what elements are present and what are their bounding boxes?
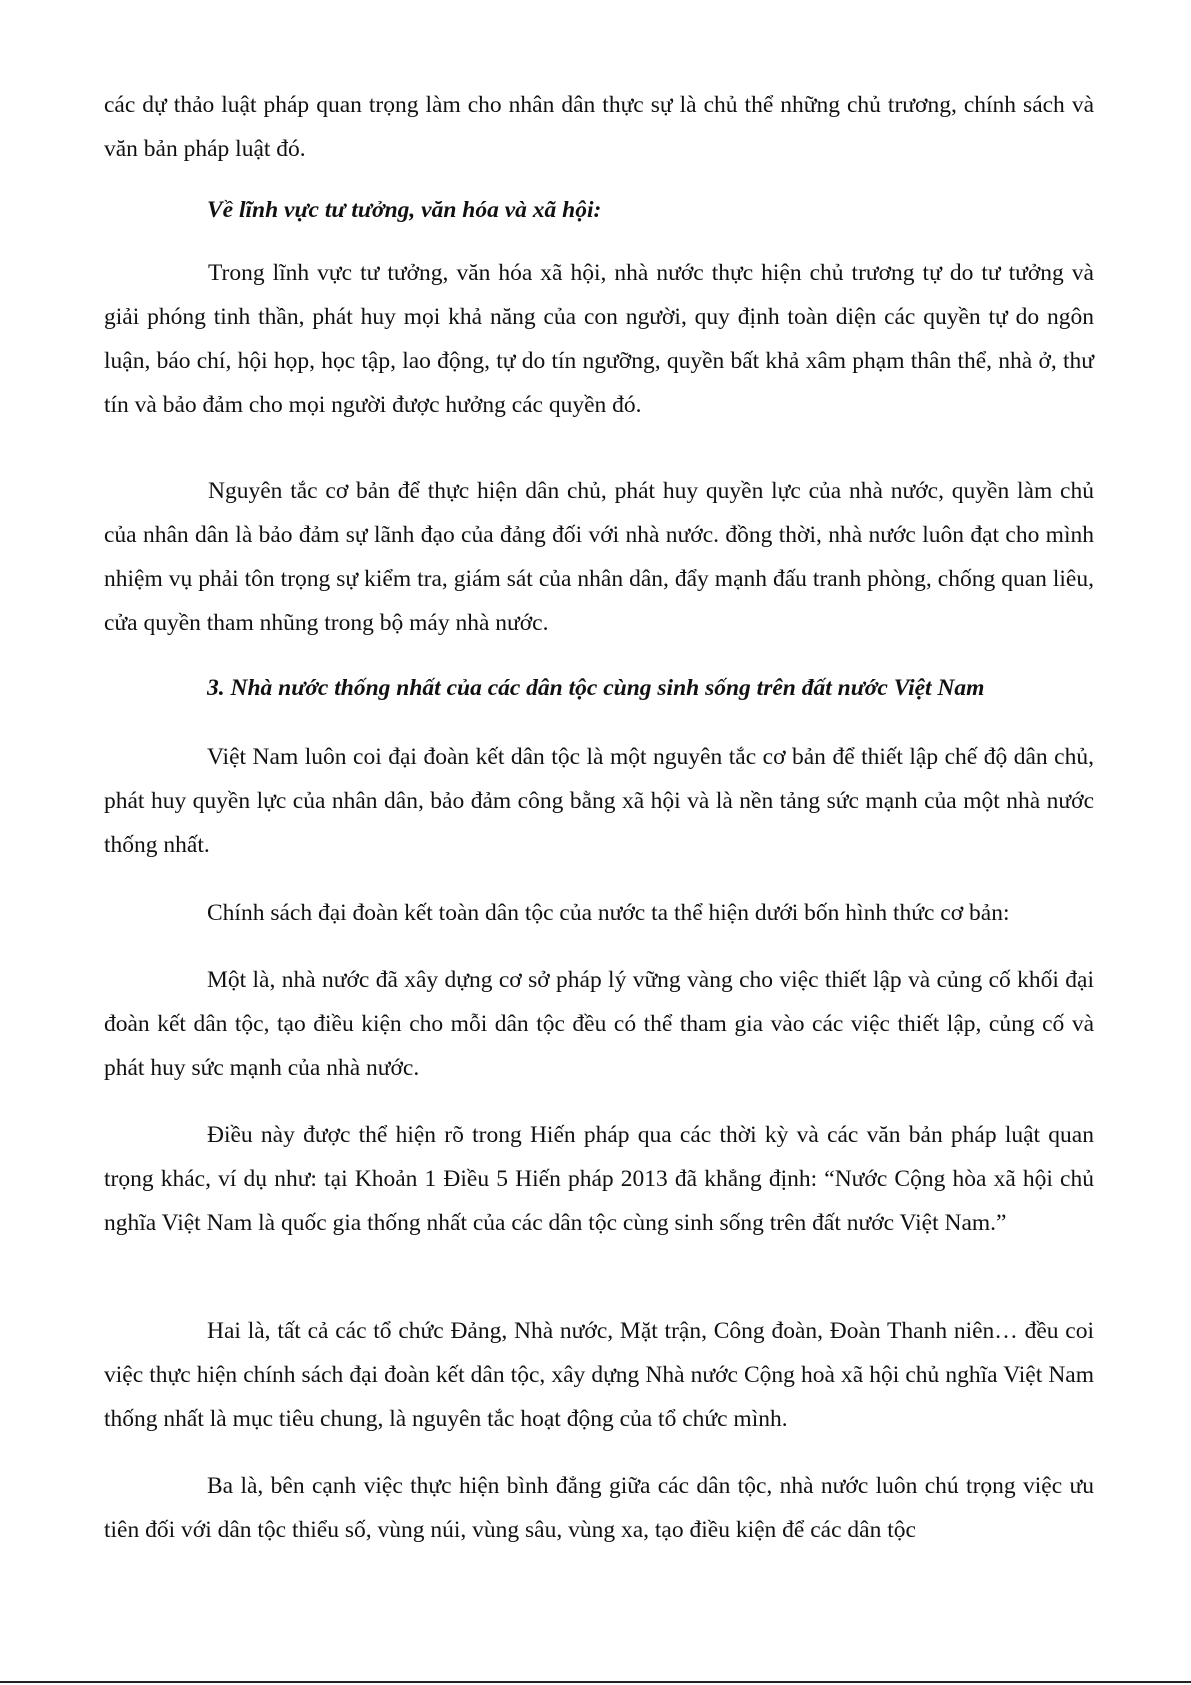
paragraph-form-three: Ba là, bên cạnh việc thực hiện bình đẳng giữa các dân tộc, nhà nước luôn chú trọng việc ưu tiên đối với dân tộc thiểu số, vùng núi, vùng sâu, vùng xa, tạo điều kiện để các dân tộc	[104, 1473, 1094, 1543]
paragraph-great-unity: Việt Nam luôn coi đại đoàn kết dân tộc là một nguyên tắc cơ bản để thiết lập chế độ dân chủ, phát huy quyền lực của nhân dân, bảo đảm công bằng xã hội và là nền tảng sức mạnh của một nhà nước thống nhất.	[104, 744, 1094, 858]
section-heading-ideology-culture: Về lĩnh vực tư tưởng, văn hóa và xã hội:	[207, 197, 602, 223]
paragraph-form-two: Hai là, tất cả các tổ chức Đảng, Nhà nước, Mặt trận, Công đoàn, Đoàn Thanh niên… đều coi việc thực hiện chính sách đại đoàn kết dân tộc, xây dựng Nhà nước Cộng hoà xã hội chủ nghĩa Việt Nam thống nhất là mục tiêu chung, là nguyên tắc hoạt động của tổ chức mình.	[104, 1318, 1094, 1432]
paragraph-constitution: Điều này được thể hiện rõ trong Hiến pháp qua các thời kỳ và các văn bản pháp luật quan trọng khác, ví dụ như: tại Khoản 1 Điều 5 Hiến pháp 2013 đã khẳng định: “Nước Cộng hòa xã hội chủ nghĩa Việt Nam là quốc gia thống nhất của các dân tộc cùng sinh sống trên đất nước Việt Nam.”	[104, 1122, 1094, 1236]
paragraph-form-one: Một là, nhà nước đã xây dựng cơ sở pháp lý vững vàng cho việc thiết lập và củng cố khối đại đoàn kết dân tộc, tạo điều kiện cho mỗi dân tộc đều có thể tham gia vào các việc thiết lập, củng cố và phát huy sức mạnh của nhà nước.	[104, 967, 1094, 1081]
paragraph-ideology-culture: Trong lĩnh vực tư tưởng, văn hóa xã hội, nhà nước thực hiện chủ trương tự do tư tưởng và giải phóng tinh thần, phát huy mọi khả năng của con người, quy định toàn diện các quyền tự do ngôn luận, báo chí, hội họp, học tập, lao động, tự do tín ngưỡng, quyền bất khả xâm phạm thân thể, nhà ở, thư tín và bảo đảm cho mọi người được hưởng các quyền đó.	[104, 260, 1094, 418]
paragraph-continuation: các dự thảo luật pháp quan trọng làm cho nhân dân thực sự là chủ thể những chủ trương, chính sách và văn bản pháp luật đó.	[104, 92, 1094, 162]
paragraph-four-forms: Chính sách đại đoàn kết toàn dân tộc của nước ta thể hiện dưới bốn hình thức cơ bản:	[207, 900, 1010, 926]
section-heading-unified-state: 3. Nhà nước thống nhất của các dân tộc cùng sinh sống trên đất nước Việt Nam	[207, 675, 985, 701]
paragraph-democracy-principle: Nguyên tắc cơ bản để thực hiện dân chủ, phát huy quyền lực của nhà nước, quyền làm chủ của nhân dân là bảo đảm sự lãnh đạo của đảng đối với nhà nước. đồng thời, nhà nước luôn đạt cho mình nhiệm vụ phải tôn trọng sự kiểm tra, giám sát của nhân dân, đẩy mạnh đấu tranh phòng, chống quan liêu, cửa quyền tham nhũng trong bộ máy nhà nước.	[104, 478, 1094, 636]
page-bottom-edge	[0, 1681, 1191, 1683]
